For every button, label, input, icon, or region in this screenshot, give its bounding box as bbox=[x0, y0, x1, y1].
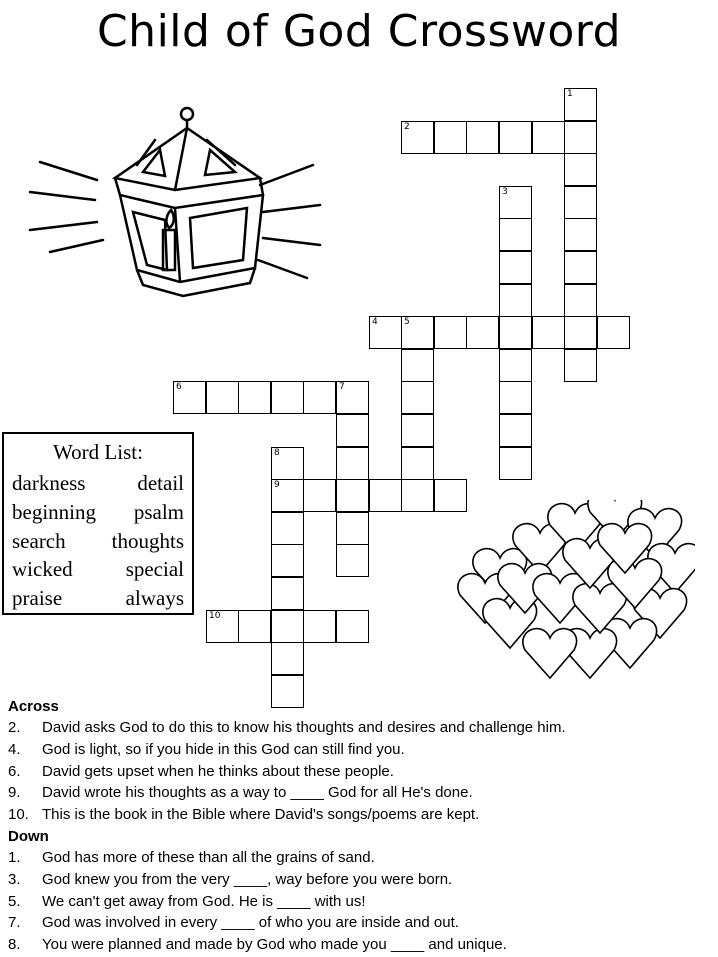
word-list-row bbox=[12, 586, 184, 611]
crossword-cell[interactable] bbox=[336, 610, 369, 643]
word-list-row bbox=[12, 557, 184, 582]
crossword-cell[interactable] bbox=[499, 414, 532, 447]
word-item: search bbox=[12, 529, 66, 553]
crossword-cell[interactable] bbox=[564, 153, 597, 186]
clue-item: 1. God has more of these than all the grains of sand. bbox=[8, 848, 375, 866]
crossword-cell[interactable] bbox=[206, 381, 239, 414]
crossword-cell[interactable] bbox=[499, 349, 532, 382]
clue-item: 2. David asks God to do this to know his thoughts and desires and challenge him. bbox=[8, 719, 566, 736]
crossword-cell[interactable] bbox=[499, 218, 532, 251]
crossword-cell[interactable] bbox=[271, 544, 304, 577]
crossword-cell[interactable] bbox=[434, 479, 467, 512]
clue-number: 3 bbox=[502, 187, 508, 197]
clues-section bbox=[8, 696, 708, 956]
word-list-heading: Word List: bbox=[53, 440, 143, 464]
clue-item: 10. This is the book in the Bible where David's songs/poems are kept. bbox=[8, 806, 480, 824]
across-heading: Across bbox=[8, 698, 59, 715]
clue-number: 6 bbox=[176, 382, 182, 392]
crossword-cell[interactable] bbox=[466, 316, 499, 349]
crossword-cell[interactable] bbox=[369, 479, 402, 512]
crossword-cell[interactable] bbox=[173, 381, 206, 414]
clue-item: 6. David gets upset when he thinks about these people. bbox=[8, 762, 394, 780]
crossword-cell[interactable] bbox=[564, 251, 597, 284]
clue-number: 10 bbox=[209, 611, 221, 621]
crossword-cell[interactable] bbox=[499, 447, 532, 480]
crossword-cell[interactable] bbox=[271, 447, 304, 480]
crossword-cell[interactable] bbox=[401, 447, 434, 480]
crossword-cell[interactable] bbox=[564, 186, 597, 219]
crossword-cell[interactable] bbox=[238, 381, 271, 414]
crossword-cell[interactable] bbox=[336, 381, 369, 414]
crossword-cell[interactable] bbox=[499, 284, 532, 317]
word-item: beginning bbox=[12, 500, 96, 524]
word-list-box bbox=[2, 432, 194, 615]
word-item: thoughts bbox=[111, 529, 184, 553]
crossword-cell[interactable] bbox=[336, 512, 369, 545]
crossword-cell[interactable] bbox=[271, 512, 304, 545]
clue-number: 1 bbox=[567, 89, 573, 99]
clue-item: 5. We can't get away from God. He is ____ with us! bbox=[8, 892, 366, 910]
crossword-cell[interactable] bbox=[532, 316, 565, 349]
lantern-icon bbox=[25, 100, 325, 310]
clue-number: 2 bbox=[404, 122, 410, 132]
word-item: wicked bbox=[12, 557, 73, 581]
clue-item: 7. God was involved in every ____ of who you are inside and out. bbox=[8, 914, 459, 932]
word-list-row bbox=[12, 500, 184, 525]
word-list-row bbox=[12, 471, 184, 496]
word-item: praise bbox=[12, 586, 63, 610]
crossword-cell[interactable] bbox=[336, 479, 369, 512]
crossword-cell[interactable] bbox=[564, 88, 597, 121]
crossword-cell[interactable] bbox=[401, 316, 434, 349]
crossword-cell[interactable] bbox=[238, 610, 271, 643]
word-item: always bbox=[125, 586, 184, 610]
clue-item: 3. God knew you from the very ____, way before you were born. bbox=[8, 870, 453, 888]
word-item: darkness bbox=[12, 471, 86, 495]
crossword-cell[interactable] bbox=[401, 121, 434, 154]
crossword-cell[interactable] bbox=[271, 577, 304, 610]
down-heading: Down bbox=[8, 827, 49, 845]
crossword-cell[interactable] bbox=[564, 218, 597, 251]
crossword-cell[interactable] bbox=[271, 381, 304, 414]
crossword-cell[interactable] bbox=[466, 121, 499, 154]
word-item: special bbox=[125, 557, 184, 581]
crossword-cell[interactable] bbox=[401, 479, 434, 512]
clue-number: 8 bbox=[274, 448, 280, 458]
crossword-cell[interactable] bbox=[303, 479, 336, 512]
crossword-cell[interactable] bbox=[532, 121, 565, 154]
crossword-cell[interactable] bbox=[499, 316, 532, 349]
crossword-cell[interactable] bbox=[369, 316, 402, 349]
clue-item: 9. David wrote his thoughts as a way to ____ God for all He's done. bbox=[8, 784, 473, 802]
word-item: detail bbox=[137, 471, 184, 495]
word-item: psalm bbox=[133, 500, 184, 524]
crossword-cell[interactable] bbox=[303, 381, 336, 414]
crossword-cell[interactable] bbox=[499, 121, 532, 154]
crossword-cell[interactable] bbox=[499, 381, 532, 414]
crossword-cell[interactable] bbox=[303, 610, 336, 643]
page-title: Child of God Crossword bbox=[96, 6, 622, 57]
crossword-cell[interactable] bbox=[401, 381, 434, 414]
clue-number: 4 bbox=[372, 317, 378, 327]
word-list-row bbox=[12, 529, 184, 554]
crossword-cell[interactable] bbox=[564, 121, 597, 154]
crossword-cell[interactable] bbox=[499, 251, 532, 284]
crossword-cell[interactable] bbox=[597, 316, 630, 349]
crossword-cell[interactable] bbox=[401, 349, 434, 382]
crossword-cell[interactable] bbox=[564, 316, 597, 349]
crossword-cell[interactable] bbox=[271, 479, 304, 512]
clue-number: 5 bbox=[404, 317, 410, 327]
crossword-cell[interactable] bbox=[564, 284, 597, 317]
crossword-cell[interactable] bbox=[434, 316, 467, 349]
crossword-cell[interactable] bbox=[434, 121, 467, 154]
clue-item: 4. God is light, so if you hide in this God can still find you. bbox=[8, 740, 405, 758]
clue-item: 8. You were planned and made by God who made you ____ and unique. bbox=[8, 936, 507, 954]
crossword-cell[interactable] bbox=[401, 414, 434, 447]
clue-number: 7 bbox=[339, 382, 345, 392]
hearts-icon bbox=[455, 500, 695, 690]
crossword-cell[interactable] bbox=[336, 447, 369, 480]
crossword-cell[interactable] bbox=[336, 544, 369, 577]
crossword-cell[interactable] bbox=[564, 349, 597, 382]
crossword-cell[interactable] bbox=[336, 414, 369, 447]
crossword-cell[interactable] bbox=[499, 186, 532, 219]
crossword-cell[interactable] bbox=[206, 610, 239, 643]
clue-number: 9 bbox=[274, 480, 280, 490]
crossword-cell[interactable] bbox=[271, 610, 304, 643]
crossword-cell[interactable] bbox=[271, 642, 304, 675]
